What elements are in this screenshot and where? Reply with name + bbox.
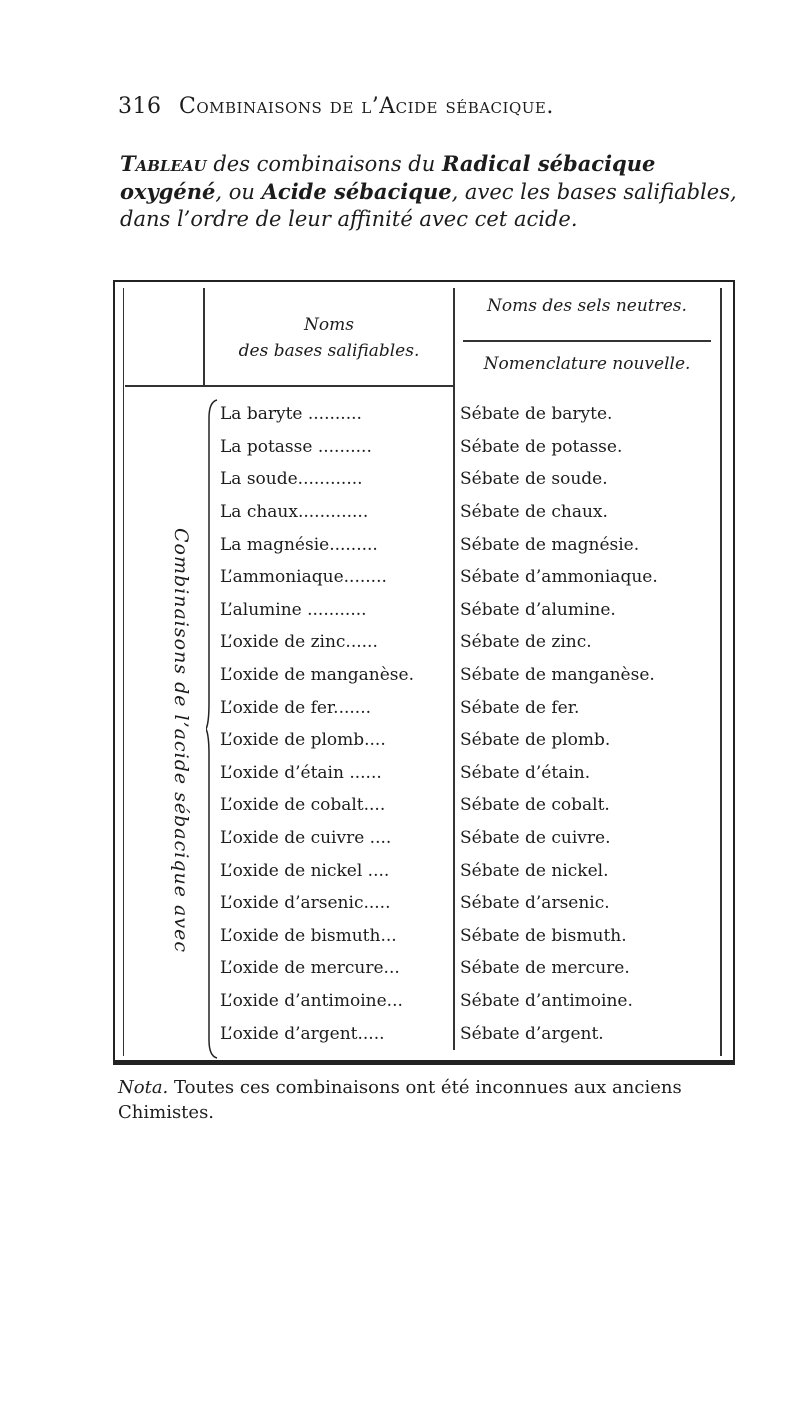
frame-rule-left <box>123 288 124 1056</box>
salt-name: Sébate de cobalt. <box>460 795 610 816</box>
base-name: La baryte .......... <box>220 404 362 425</box>
salt-name: Sébate de cuivre. <box>460 828 611 849</box>
base-name: La magnésie......... <box>220 534 378 555</box>
table-row <box>220 626 592 659</box>
table-row <box>220 920 627 953</box>
table-row <box>220 398 613 431</box>
base-name: L’alumine ........... <box>220 599 367 620</box>
frame-rule-right <box>720 288 722 1056</box>
salt-name: Sébate d’arsenic. <box>460 893 610 914</box>
column-header-bases <box>206 312 452 364</box>
table-row <box>220 431 623 464</box>
salt-name: Sébate de mercure. <box>460 958 630 979</box>
page-header <box>118 94 554 119</box>
table-row <box>220 528 640 561</box>
column-header-bases-line1: Noms <box>304 315 354 335</box>
footnote-label: Nota. <box>118 1077 169 1098</box>
heading-part5: , avec les bases salifiables, dans l’ordre de leur affinité avec cet acide. <box>120 180 737 231</box>
column-subheader-nomenclature: Nomenclature nouvelle. <box>483 354 691 374</box>
base-name: L’oxide d’argent..... <box>220 1023 385 1044</box>
table-bottom-rule <box>113 1060 735 1065</box>
base-name: L’oxide de bismuth... <box>220 925 397 946</box>
table-row <box>220 691 580 724</box>
heading-part4: Acide sébacique <box>261 179 452 204</box>
salt-name: Sébate d’argent. <box>460 1023 604 1044</box>
base-name: La soude............ <box>220 469 363 490</box>
page-number: 316 <box>118 94 162 119</box>
base-name: La potasse .......... <box>220 436 372 457</box>
salt-name: Sébate de chaux. <box>460 502 608 523</box>
base-name: L’oxide de fer....... <box>220 697 372 718</box>
salt-name: Sébate d’alumine. <box>460 599 616 620</box>
base-name: L’oxide de cuivre .... <box>220 828 392 849</box>
side-label: Combinaisons de l’acide sébacique avec <box>170 527 192 953</box>
table-row <box>220 757 591 790</box>
base-name: L’oxide de nickel .... <box>220 860 390 881</box>
table-row <box>220 789 610 822</box>
footnote-text: Toutes ces combinaisons ont été inconnues aux anciens Chimistes. <box>118 1077 682 1123</box>
salt-name: Sébate de nickel. <box>460 860 609 881</box>
salt-name: Sébate de manganèse. <box>460 665 655 686</box>
table-row <box>220 463 608 496</box>
heading-part1: des combinaisons du <box>206 152 442 176</box>
running-title: Combinaisons de l’Acide sébacique. <box>179 94 554 119</box>
heading-part3: , ou <box>215 180 262 204</box>
base-name: L’oxide d’arsenic..... <box>220 893 391 914</box>
base-name: L’oxide de zinc...... <box>220 632 378 653</box>
table-row <box>220 1017 604 1050</box>
table-heading <box>120 150 740 233</box>
salt-name: Sébate d’antimoine. <box>460 990 633 1011</box>
base-name: La chaux............. <box>220 502 369 523</box>
salt-name: Sébate d’ammoniaque. <box>460 567 658 588</box>
table-row <box>220 659 655 692</box>
column-header-bases-line2: des bases salifiables. <box>238 341 420 361</box>
table-row <box>220 496 608 529</box>
footnote <box>118 1075 758 1125</box>
table-row <box>220 887 610 920</box>
table-row <box>220 561 658 594</box>
base-name: L’oxide de mercure... <box>220 958 400 979</box>
table-row <box>220 854 609 887</box>
salt-name: Sébate de baryte. <box>460 404 613 425</box>
base-name: L’oxide d’antimoine... <box>220 990 403 1011</box>
column-rule-bases <box>203 288 205 385</box>
table-body <box>220 398 658 1050</box>
salt-name: Sébate de magnésie. <box>460 534 640 555</box>
subheader-rule <box>463 340 711 342</box>
salt-name: Sébate de zinc. <box>460 632 592 653</box>
salt-name: Sébate d’étain. <box>460 762 591 783</box>
salt-name: Sébate de fer. <box>460 697 580 718</box>
table-row <box>220 822 611 855</box>
salt-name: Sébate de soude. <box>460 469 608 490</box>
base-name: L’oxide de cobalt.... <box>220 795 386 816</box>
column-header-salts: Noms des sels neutres. <box>487 296 687 316</box>
heading-part2: Radical sébacique oxygéné <box>120 151 656 204</box>
table-row <box>220 724 611 757</box>
salt-name: Sébate de potasse. <box>460 436 623 457</box>
salt-name: Sébate de bismuth. <box>460 925 627 946</box>
salt-name: Sébate de plomb. <box>460 730 611 751</box>
base-name: L’oxide d’étain ...... <box>220 762 382 783</box>
base-name: L’oxide de plomb.... <box>220 730 386 751</box>
table-row <box>220 985 633 1018</box>
table-row <box>220 952 630 985</box>
base-name: L’ammoniaque........ <box>220 567 387 588</box>
table-row <box>220 594 616 627</box>
brace-icon <box>206 398 218 1060</box>
heading-lead: Tableau <box>120 151 207 176</box>
base-name: L’oxide de manganèse. <box>220 665 414 686</box>
header-rule <box>125 385 455 387</box>
